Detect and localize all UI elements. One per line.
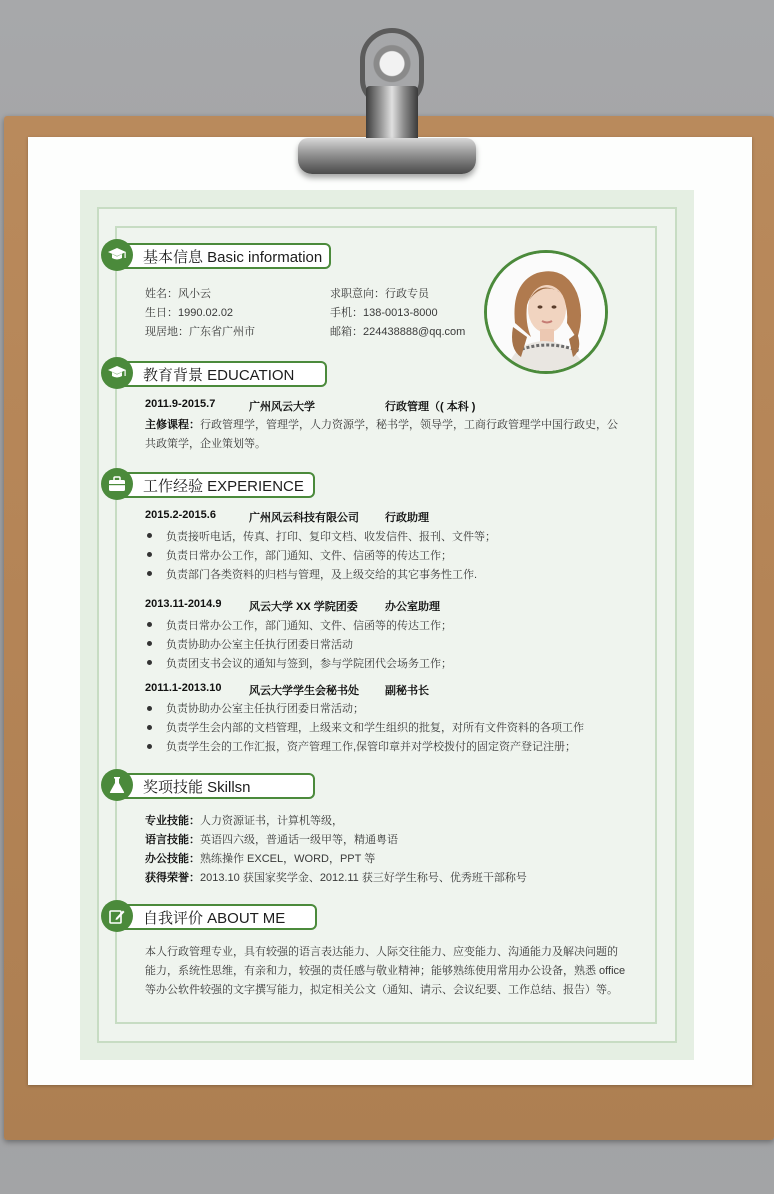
skill-row: [145, 831, 398, 847]
about-line: 等办公软件较强的文字撰写能力，拟定相关公文（通知、请示、会议纪要、工作总结、报告）等。: [145, 984, 618, 996]
about-line: 本人行政管理专业，具有较强的语言表达能力、人际交往能力、应变能力、沟通能力及解决问题的: [145, 946, 618, 958]
bullet-icon: [147, 641, 152, 646]
education-courses-line1: 行政管理学，管理学，人力资源学，秘书学，领导学，工商行政管理学中国行政史，公: [200, 419, 618, 431]
pencil-icon: [101, 900, 133, 932]
education-courses: [145, 416, 618, 432]
skill-value: 人力资源证书，计算机等级，: [200, 815, 343, 827]
skill-value: 熟练操作 EXCEL，WORD，PPT 等: [200, 853, 376, 865]
education-period: 2011.9-2015.7: [145, 398, 216, 410]
bullet-icon: [147, 725, 152, 730]
basic-name: 姓名：风小云: [145, 288, 211, 300]
basic-intent: 求职意向：行政专员: [330, 288, 429, 300]
bullet-icon: [147, 622, 152, 627]
job-period: 2015.2-2015.6: [145, 509, 216, 521]
bullet-icon: [147, 660, 152, 665]
skill-value: 2013.10 获国家奖学金、2012.11 获三好学生称号、优秀班干部称号: [200, 872, 527, 884]
job-organization: 广州风云科技有限公司: [249, 512, 359, 524]
binder-clip-base: [298, 138, 476, 174]
section-skills-title: 奖项技能 Skillsn: [115, 773, 315, 799]
bullet-icon: [147, 533, 152, 538]
skill-label: 专业技能：: [145, 815, 200, 827]
job-role: 行政助理: [385, 512, 429, 524]
skill-label: 办公技能：: [145, 853, 200, 865]
basic-location: 现居地：广东省广州市: [145, 326, 255, 338]
graduation-cap-icon: [101, 357, 133, 389]
skill-row: [145, 812, 343, 828]
bullet-icon: [147, 706, 152, 711]
bullet-icon: [147, 571, 152, 576]
skill-value: 英语四六级，普通话一级甲等，精通粤语: [200, 834, 398, 846]
avatar-photo: [484, 250, 608, 374]
basic-phone: 手机：138-0013-8000: [330, 307, 438, 319]
education-school: 广州风云大学: [249, 401, 315, 413]
job-duty: 负责协助办公室主任执行团委日常活动: [166, 639, 353, 651]
job-organization: 风云大学 XX 学院团委: [249, 601, 358, 613]
job-duty: 负责日常办公工作，部门通知、文件、信函等的传达工作；: [166, 620, 452, 632]
job-role: 副秘书长: [385, 685, 429, 697]
job-period: 2013.11-2014.9: [145, 598, 222, 610]
bullet-icon: [147, 744, 152, 749]
basic-birth: 生日：1990.02.02: [145, 307, 234, 319]
bullet-icon: [147, 552, 152, 557]
education-degree: 行政管理（( 本科 ): [385, 401, 476, 413]
basic-email: 邮箱：224438888@qq.com: [330, 326, 466, 338]
job-duty: 负责部门各类资料的归档与管理，及上级交给的其它事务性工作.: [166, 569, 478, 581]
section-education-title: 教育背景 EDUCATION: [115, 361, 327, 387]
section-about-title: 自我评价 ABOUT ME: [115, 904, 317, 930]
job-duty: 负责协助办公室主任执行团委日常活动；: [166, 703, 364, 715]
graduation-cap-icon: [101, 239, 133, 271]
job-duty: 负责接听电话，传真、打印、复印文档、收发信件、报刊、文件等；: [166, 531, 496, 543]
section-experience-title: 工作经验 EXPERIENCE: [115, 472, 315, 498]
skill-row: [145, 869, 527, 885]
job-duty: 负责日常办公工作，部门通知、文件、信函等的传达工作；: [166, 550, 452, 562]
education-courses-label: 主修课程：: [145, 419, 200, 431]
briefcase-icon: [101, 468, 133, 500]
job-duty: 负责学生会内部的文档管理，上级来文和学生组织的批复，对所有文件资料的各项工作: [166, 722, 584, 734]
education-courses-line2: 共政策学，企业策划等。: [145, 438, 266, 450]
about-line: 能力，系统性思维，有亲和力，较强的责任感与敬业精神；能够熟练使用常用办公设备，熟悉 office: [145, 965, 626, 977]
job-period: 2011.1-2013.10: [145, 682, 222, 694]
skill-label: 语言技能：: [145, 834, 200, 846]
section-basic-title: 基本信息 Basic information: [115, 243, 331, 269]
job-duty: 负责团支书会议的通知与签到，参与学院团代会场务工作；: [166, 658, 452, 670]
skill-label: 获得荣誉：: [145, 872, 200, 884]
job-role: 办公室助理: [385, 601, 440, 613]
flask-icon: [101, 769, 133, 801]
job-duty: 负责学生会的工作汇报，资产管理工作,保管印章并对学校拨付的固定资产登记注册；: [166, 741, 577, 753]
job-organization: 风云大学学生会秘书处: [249, 685, 359, 697]
skill-row: [145, 850, 375, 866]
